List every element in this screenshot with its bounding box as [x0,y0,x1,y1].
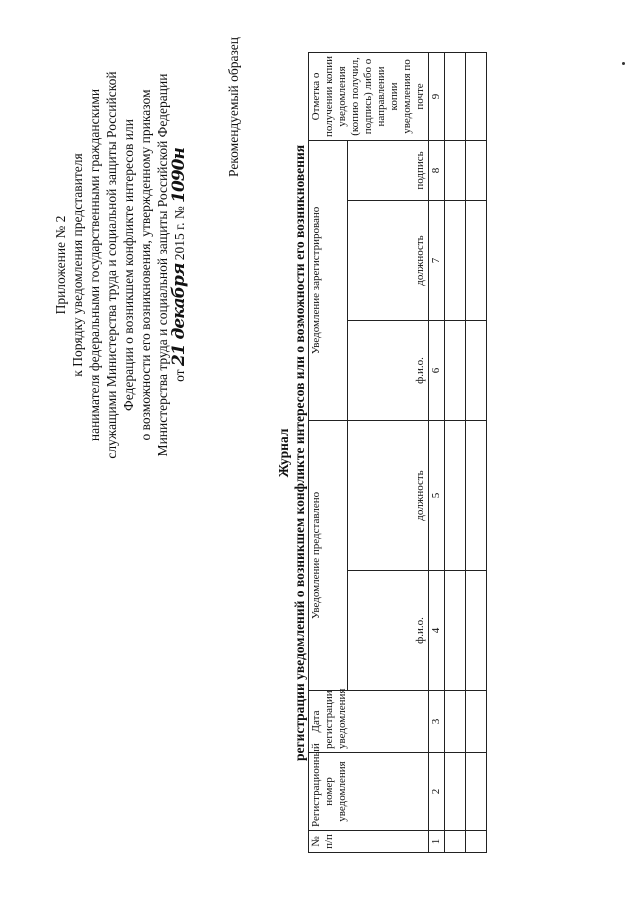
header-note: Отметка о получении копии уведомления (копию получил, подпись) либо о направлении копии уведомления по почте [309,52,429,140]
header-fio-1: ф.и.о. [348,570,429,690]
column-number: 9 [429,52,445,140]
appendix-line: о возможности его возникновения, утвержденному приказом [138,88,153,441]
header-fio-2: ф.и.о. [348,320,429,420]
sample-label: Рекомендуемый образец [226,36,241,177]
header-registered: Уведомление зарегистрировано [309,140,348,420]
order-line [171,45,188,485]
header-position-1: должность [348,420,429,570]
document-sheet [40,23,600,883]
table-cell [466,320,487,420]
appendix-line: Федерации о возникшем конфликте интересов или [121,118,136,411]
column-number: 3 [429,690,445,752]
appendix-line: служащими Министерства труда и социальной защиты Российской [104,70,119,459]
order-prefix: от [172,368,187,382]
appendix-line: Приложение № 2 [53,215,68,314]
table-cell [466,200,487,320]
table-cell [445,140,466,200]
column-number: 4 [429,570,445,690]
table-cell [445,830,466,852]
column-number: 5 [429,420,445,570]
handwritten-date: 21 декабря [169,263,189,366]
journal-table [308,51,487,852]
header-date: Дата регистрации уведомления [309,690,429,752]
handwritten-number: 1090н [169,147,189,203]
table-cell [445,690,466,752]
header-reg-number: Регистрационный номер уведомления [309,752,429,830]
order-mid: 2015 г. № [172,205,187,260]
scan-dot [622,62,625,65]
appendix-line: нанимателя федеральными государственными гражданскими [87,88,102,441]
header-position-2: должность [348,200,429,320]
table-row [445,52,466,852]
column-number: 8 [429,140,445,200]
table-cell [466,420,487,570]
table-cell [466,570,487,690]
journal-title [276,23,308,883]
appendix-header [52,45,188,485]
table-cell [466,830,487,852]
table-cell [466,690,487,752]
table-cell [445,752,466,830]
column-number: 1 [429,830,445,852]
table-cell [445,570,466,690]
column-number-row [429,52,445,852]
table-cell [466,752,487,830]
table-cell [445,200,466,320]
table-cell [445,320,466,420]
table-cell [445,420,466,570]
header-signature: подпись [348,140,429,200]
column-number: 7 [429,200,445,320]
title-line-2: регистрации уведомлений о возникшем конфликте интересов или о возможности его возникновения [292,144,307,761]
table-cell [466,52,487,140]
column-number: 6 [429,320,445,420]
header-num: № п/п [309,830,429,852]
header-submitted: Уведомление представлено [309,420,348,690]
table-cell [466,140,487,200]
appendix-line: к Порядку уведомления представителя [70,152,85,377]
appendix-line: Министерства труда и социальной защиты Российской Федерации [155,73,170,456]
table-row [466,52,487,852]
column-number: 2 [429,752,445,830]
title-line-1: Журнал [276,428,291,477]
table-cell [445,52,466,140]
